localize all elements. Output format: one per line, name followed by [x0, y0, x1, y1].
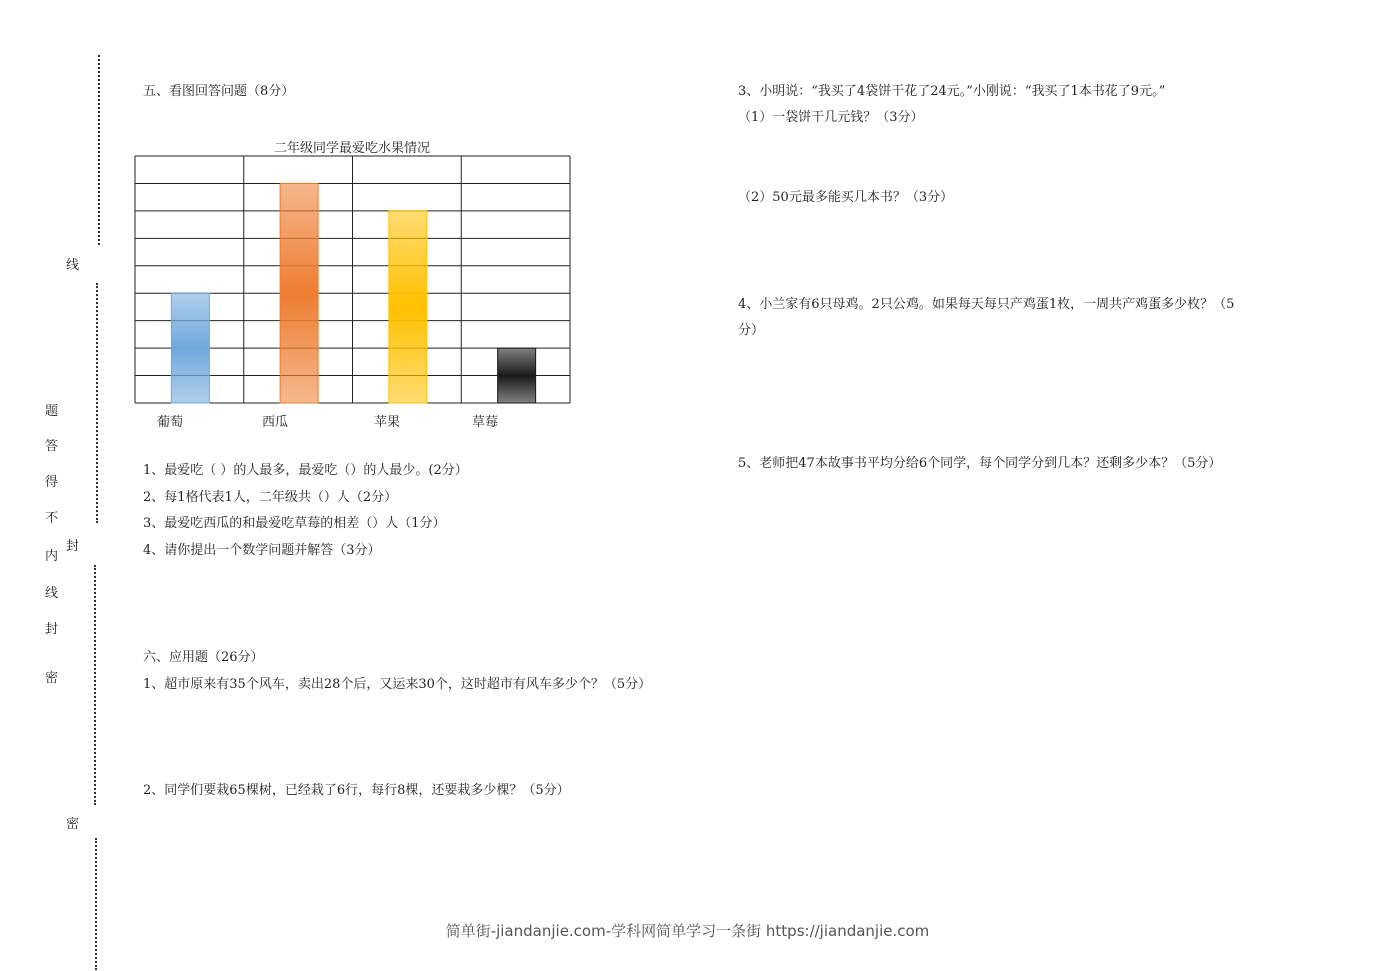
application-question-3-part1: （1）一袋饼干几元钱？（3分）	[738, 110, 924, 125]
x-tick-label: 西瓜	[262, 415, 289, 430]
bar-西瓜	[280, 183, 318, 403]
question-5-3: 3、最爱吃西瓜的和最爱吃草莓的相差（）人（1分）	[143, 516, 446, 531]
binding-char: 内	[45, 549, 59, 564]
bar-葡萄	[171, 293, 209, 403]
binding-char: 封	[45, 622, 59, 637]
application-question-5: 5、老师把47本故事书平均分给6个同学，每个同学分到几本？还剩多少本？（5分）	[738, 456, 1222, 471]
binding-char: 密	[45, 671, 59, 686]
binding-dotted-line	[96, 283, 98, 523]
x-tick-label: 草莓	[472, 415, 499, 430]
binding-char: 答	[45, 439, 59, 454]
x-tick-label: 葡萄	[157, 415, 184, 430]
binding-dotted-line	[94, 565, 96, 805]
binding-char-mi: 密	[66, 817, 80, 832]
bar-苹果	[389, 211, 427, 403]
chart-title: 二年级同学最爱吃水果情况	[274, 141, 431, 156]
footer-watermark: 简单街-jiandanjie.com-学科网简单学习一条街 https://jiandanjie.com	[445, 922, 930, 940]
binding-char: 题	[45, 404, 59, 419]
question-5-4: 4、请你提出一个数学问题并解答（3分）	[143, 543, 381, 558]
binding-char-feng: 封	[66, 539, 80, 554]
question-5-2: 2、每1格代表1人，二年级共（）人（2分）	[143, 490, 398, 505]
fruit-bar-chart	[130, 133, 575, 408]
application-question-4-cont: 分）	[738, 323, 765, 338]
binding-char-xian: 线	[66, 258, 80, 273]
application-question-1: 1、超市原来有35个风车，卖出28个后，又运来30个，这时超市有风车多少个？（5分）	[143, 677, 652, 692]
binding-char: 线	[45, 586, 59, 601]
binding-dotted-line	[98, 55, 100, 245]
binding-dotted-line	[95, 838, 97, 970]
application-question-2: 2、同学们要栽65棵树，已经栽了6行，每行8棵，还要栽多少棵？（5分）	[143, 783, 570, 798]
application-question-4: 4、小兰家有6只母鸡。2只公鸡。如果每天每只产鸡蛋1枚，一周共产鸡蛋多少枚？（5	[738, 297, 1235, 312]
application-question-3-part2: （2）50元最多能买几本书？（3分）	[738, 190, 954, 205]
binding-char: 得	[45, 475, 59, 490]
x-tick-label: 苹果	[374, 415, 401, 430]
question-5-1: 1、最爱吃（ ）的人最多，最爱吃（）的人最少。(2分）	[143, 463, 468, 478]
bar-草莓	[498, 348, 536, 403]
binding-char: 不	[45, 511, 59, 526]
application-question-3: 3、小明说：“我买了4袋饼干花了24元。”小刚说：“我买了1本书花了9元。”	[738, 84, 1166, 99]
section6-title: 六、应用题（26分）	[143, 650, 264, 665]
section5-title: 五、看图回答问题（8分）	[143, 84, 295, 99]
